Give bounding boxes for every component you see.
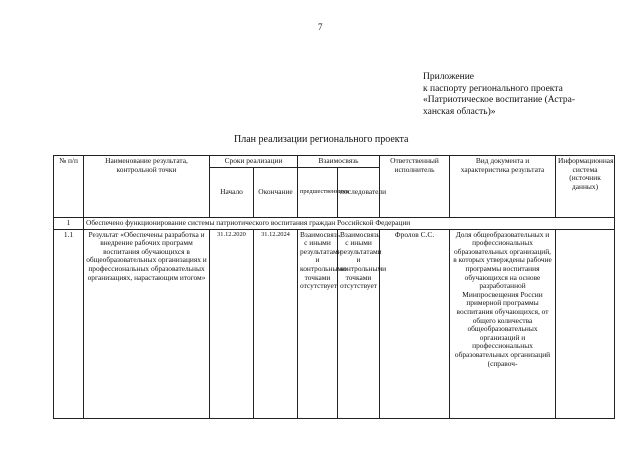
header-relation: Взаимосвязь (298, 156, 380, 168)
row-executor: Фролов С.С. (380, 229, 450, 418)
appendix-block (423, 72, 623, 118)
plan-table (53, 155, 615, 419)
table-row (54, 229, 615, 418)
header-executor: Ответственный исполнитель (380, 156, 450, 218)
header-deadlines: Сроки реализации (210, 156, 298, 168)
row-info-system (556, 229, 615, 418)
row-name: Результат «Обеспечены разработка и внедрение рабочих программ воспитания обучающихся в общеобразовательных организациях и профессиональных образовательных организациях, нарастающим итогом» (84, 229, 210, 418)
section-row (54, 217, 615, 229)
row-num: 1.1 (54, 229, 84, 418)
row-predecessors: Взаимосвязь с иными результатами и контрольными точками отсутствует (298, 229, 338, 418)
appendix-line: Приложение (423, 72, 474, 82)
appendix-line: ханская область)» (423, 106, 496, 117)
page-number: 7 (318, 22, 323, 32)
header-end: Окончание (254, 167, 298, 217)
row-document: Доля общеобразовательных и профессиональных образовательных организаций, в которых утверждены рабочие программы воспитания обучающихся на основе разработанной Минпросвещения России примерной программы воспитания обучающихся, от общего количества общеобразовательных организаций и профессиональных образовательных организаций (справоч- (450, 229, 556, 418)
header-successors: последователи (338, 167, 380, 217)
appendix-line: к паспорту регионального проекта (423, 83, 563, 94)
header-predecessors: предшественники (298, 167, 338, 217)
header-start: Начало (210, 167, 254, 217)
appendix-line: «Патриотическое воспитание (Астра- (423, 95, 576, 105)
header-name: Наименование результата, контрольной точки (84, 156, 210, 218)
row-successors: Взаимосвязь с иными результатами и контрольными точками отсутствует (338, 229, 380, 418)
row-end: 31.12.2024 (254, 229, 298, 418)
header-num: № п/п (54, 156, 84, 218)
row-start: 31.12.2020 (210, 229, 254, 418)
header-info-system: Информационная система (источник данных) (556, 156, 615, 218)
header-document: Вид документа и характеристика результата (450, 156, 556, 218)
section-num: 1 (54, 217, 84, 229)
plan-title: План реализации регионального проекта (234, 134, 409, 145)
section-title: Обеспечено функционирование системы патриотического воспитания граждан Российской Федерации (84, 217, 615, 229)
